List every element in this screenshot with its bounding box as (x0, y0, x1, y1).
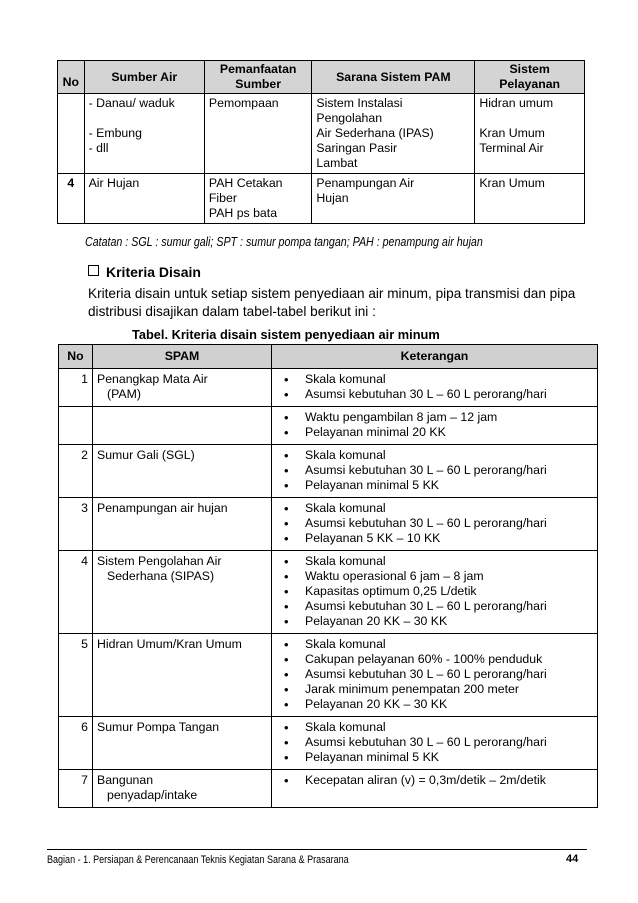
table-header-row (58, 61, 585, 94)
table-header-row (59, 345, 598, 369)
checkbox-bullet-icon (88, 265, 99, 276)
spam-name (93, 445, 272, 498)
criteria-item: • Skala komunal (276, 554, 593, 569)
criteria-item: • Asumsi kebutuhan 30 L – 60 L perorang/hari (276, 667, 593, 682)
spam-name (93, 770, 272, 808)
row-number: 1 (59, 369, 93, 407)
table-row (59, 717, 598, 770)
cell-line: Lambat (316, 156, 358, 170)
header-pemanfaatan-sumber: Pemanfaatan Sumber (204, 61, 312, 94)
table-row (58, 94, 585, 174)
cell-sistem (475, 94, 585, 174)
spam-name-line: Sederhana (SIPAS) (107, 569, 215, 583)
criteria-item: • Skala komunal (276, 501, 593, 516)
spam-name-line: Sumur Pompa Tangan (97, 720, 220, 734)
section-heading-text: Kriteria Disain (106, 264, 201, 280)
row-number: 6 (59, 717, 93, 770)
row-number: 4 (59, 551, 93, 634)
section-paragraph: Kriteria disain untuk setiap sistem penyediaan air minum, pipa transmisi dan pipa distribusi disajikan dalam tabel-tabel berikut ini : (88, 286, 576, 319)
cell-sistem (475, 174, 585, 224)
footer-divider (47, 849, 587, 850)
table-row (59, 369, 598, 407)
keterangan (272, 445, 598, 498)
keterangan (272, 551, 598, 634)
page-number: 44 (566, 853, 579, 865)
spam-name (93, 634, 272, 717)
criteria-item: • Pelayanan minimal 5 KK (276, 750, 593, 765)
cell-line: Terminal Air (479, 141, 544, 155)
cell-line: Air Sederhana (IPAS) (316, 126, 434, 140)
criteria-list (276, 410, 593, 440)
header-no: No (58, 61, 85, 94)
criteria-item: • Kecepatan aliran (v) = 0,3m/detik – 2m/detik (276, 773, 593, 788)
criteria-item: • Pelayanan 20 KK – 30 KK (276, 697, 593, 712)
cell-sumber (84, 174, 204, 224)
table-row (59, 498, 598, 551)
criteria-list (276, 720, 593, 765)
cell-sarana (312, 94, 475, 174)
cell-line: Pengolahan (316, 111, 383, 125)
spam-name-line: Penangkap Mata Air (97, 372, 208, 386)
keterangan (272, 770, 598, 808)
cell-sarana (312, 174, 475, 224)
cell-line: Saringan Pasir (316, 141, 398, 155)
cell-sumber (84, 94, 204, 174)
row-number (59, 407, 93, 445)
criteria-item: • Cakupan pelayanan 60% - 100% penduduk (276, 652, 593, 667)
keterangan (272, 717, 598, 770)
spam-name-line: Penampungan air hujan (97, 501, 228, 515)
cell-line: Hujan (316, 191, 349, 205)
criteria-item: • Pelayanan 5 KK – 10 KK (276, 531, 593, 546)
keterangan (272, 634, 598, 717)
criteria-item: • Jarak minimum penempatan 200 meter (276, 682, 593, 697)
criteria-item: • Skala komunal (276, 372, 593, 387)
criteria-item: • Waktu pengambilan 8 jam – 12 jam (276, 410, 593, 425)
cell-line: - Danau/ waduk (88, 96, 175, 110)
criteria-list (276, 637, 593, 712)
cell-line: Sistem Instalasi (316, 96, 403, 110)
criteria-list (276, 773, 593, 788)
spam-name (93, 369, 272, 407)
criteria-item: • Asumsi kebutuhan 30 L – 60 L perorang/hari (276, 516, 593, 531)
criteria-item: • Skala komunal (276, 448, 593, 463)
criteria-list (276, 501, 593, 546)
table-title: Tabel. Kriteria disain sistem penyediaan air minum (132, 327, 440, 342)
cell-line: Kran Umum (479, 126, 545, 140)
spam-name-line: Sumur Gali (SGL) (97, 448, 195, 462)
cell-line: Hidran umum (479, 96, 554, 110)
criteria-item: • Asumsi kebutuhan 30 L – 60 L perorang/hari (276, 599, 593, 614)
criteria-item: • Asumsi kebutuhan 30 L – 60 L perorang/hari (276, 463, 593, 478)
table-row (59, 445, 598, 498)
header-sumber-air: Sumber Air (84, 61, 204, 94)
cell-line: - Embung (88, 126, 142, 140)
design-criteria-body (59, 369, 598, 808)
header-no: No (59, 345, 93, 369)
criteria-item: • Pelayanan minimal 20 KK (276, 425, 593, 440)
spam-name (93, 551, 272, 634)
criteria-list (276, 372, 593, 402)
cell-line: Fiber (208, 191, 237, 205)
keterangan (272, 407, 598, 445)
cell-line: Pemompaan (208, 96, 279, 110)
cell-line: PAH ps bata (208, 206, 278, 220)
criteria-item: • Kapasitas optimum 0,25 L/detik (276, 584, 593, 599)
cell-line: Kran Umum (479, 176, 545, 190)
criteria-item: • Asumsi kebutuhan 30 L – 60 L perorang/hari (276, 387, 593, 402)
cell-no (58, 94, 85, 174)
spam-name-line: Hidran Umum/Kran Umum (97, 637, 242, 651)
row-number: 3 (59, 498, 93, 551)
table-row (59, 634, 598, 717)
header-sarana-sistem-pam: Sarana Sistem PAM (312, 61, 475, 94)
cell-line: Penampungan Air (316, 176, 415, 190)
spam-name (93, 407, 272, 445)
criteria-item: • Asumsi kebutuhan 30 L – 60 L perorang/hari (276, 735, 593, 750)
criteria-item: • Skala komunal (276, 720, 593, 735)
table-row (59, 407, 598, 445)
header-keterangan: Keterangan (272, 345, 598, 369)
criteria-item: • Waktu operasional 6 jam – 8 jam (276, 569, 593, 584)
cell-line (479, 111, 580, 126)
keterangan (272, 369, 598, 407)
table-row (59, 770, 598, 808)
spam-name (93, 498, 272, 551)
cell-pemanfaatan (204, 174, 312, 224)
cell-line (89, 111, 200, 126)
criteria-list (276, 448, 593, 493)
criteria-list (276, 554, 593, 629)
criteria-item: • Pelayanan minimal 5 KK (276, 478, 593, 493)
cell-line: PAH Cetakan (208, 176, 283, 190)
spam-name-line: penyadap/intake (107, 788, 198, 802)
cell-line: - dll (88, 141, 109, 155)
water-source-table (57, 60, 585, 224)
table-note: Catatan : SGL : sumur gali; SPT : sumur pompa tangan; PAH : penampung air hujan (85, 234, 483, 249)
spam-name-line: Bangunan (97, 773, 154, 787)
table-row (58, 174, 585, 224)
section-heading (88, 264, 201, 280)
cell-line: Air Hujan (88, 176, 140, 190)
spam-name (93, 717, 272, 770)
table-row (59, 551, 598, 634)
keterangan (272, 498, 598, 551)
cell-no: 4 (58, 174, 85, 224)
row-number: 2 (59, 445, 93, 498)
row-number: 7 (59, 770, 93, 808)
criteria-item: • Skala komunal (276, 637, 593, 652)
footer-chapter: Bagian - 1. Persiapan & Perencanaan Teknis Kegiatan Sarana & Prasarana (47, 854, 349, 866)
design-criteria-table (58, 344, 598, 808)
header-sistem-pelayanan: Sistem Pelayanan (475, 61, 585, 94)
row-number: 5 (59, 634, 93, 717)
header-spam: SPAM (93, 345, 272, 369)
spam-name-line: (PAM) (107, 387, 141, 401)
spam-name-line: Sistem Pengolahan Air (97, 554, 222, 568)
cell-pemanfaatan (204, 94, 312, 174)
criteria-item: • Pelayanan 20 KK – 30 KK (276, 614, 593, 629)
